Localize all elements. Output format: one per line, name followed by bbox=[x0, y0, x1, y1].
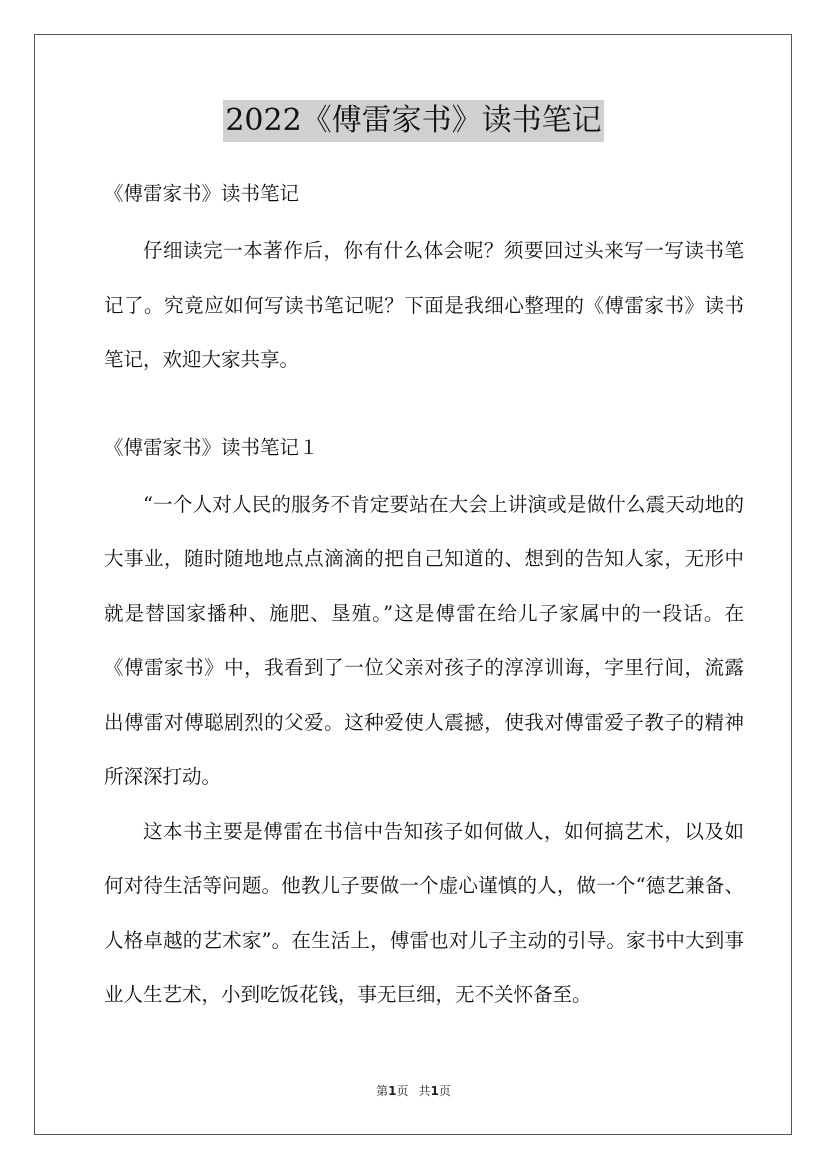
page-footer bbox=[0, 1083, 827, 1099]
section-heading: 《傅雷家书》读书笔记１ bbox=[104, 435, 319, 459]
total-pages: 1 bbox=[430, 1084, 439, 1098]
spacer bbox=[104, 470, 744, 478]
total-prefix: 共 bbox=[418, 1084, 431, 1098]
title-container bbox=[0, 100, 827, 142]
spacer bbox=[104, 216, 744, 224]
body-paragraph: “一个人对人民的服务不肯定要站在大会上讲演或是做什么震天动地的大事业，随时随地地点点滴滴的把自己知道的、想到的告知人家，无形中就是替国家播种、施肥、垦殖。”这是傅雷在给儿子家属中的一段话。在《傅雷家书》中，我看到了一位父亲对孩子的淳淳训诲，字里行间，流露出傅雷对傅聪剧烈的父爱。这种爱使人震撼，使我对傅雷爱子教子的精神所深深打动。 bbox=[104, 492, 744, 788]
section-heading: 《傅雷家书》读书笔记 bbox=[104, 182, 300, 205]
page-prefix: 第 bbox=[376, 1084, 389, 1098]
document-title: 2022《傅雷家书》读书笔记 bbox=[223, 100, 603, 142]
intro-paragraph: 仔细读完一本著作后，你有什么体会呢？须要回过头来写一写读书笔记了。究竟应如何写读书笔记呢？下面是我细心整理的《傅雷家书》读书笔记，欢迎大家共享。 bbox=[104, 239, 744, 371]
spacer bbox=[104, 388, 744, 426]
body-paragraph: 这本书主要是傅雷在书信中告知孩子如何做人，如何搞艺术，以及如何对待生活等问题。他教儿子要做一个虚心谨慎的人，做一个“德艺兼备、人格卓越的艺术家”。在生活上，傅雷也对儿子主动的引导。家书中大到事业人生艺术，小到吃饭花钱，事无巨细，无不关怀备至。 bbox=[104, 819, 744, 1006]
total-suffix: 页 bbox=[438, 1084, 451, 1098]
page-suffix: 页 bbox=[396, 1084, 409, 1098]
page-number: 1 bbox=[388, 1084, 397, 1098]
document-body bbox=[104, 172, 744, 1023]
